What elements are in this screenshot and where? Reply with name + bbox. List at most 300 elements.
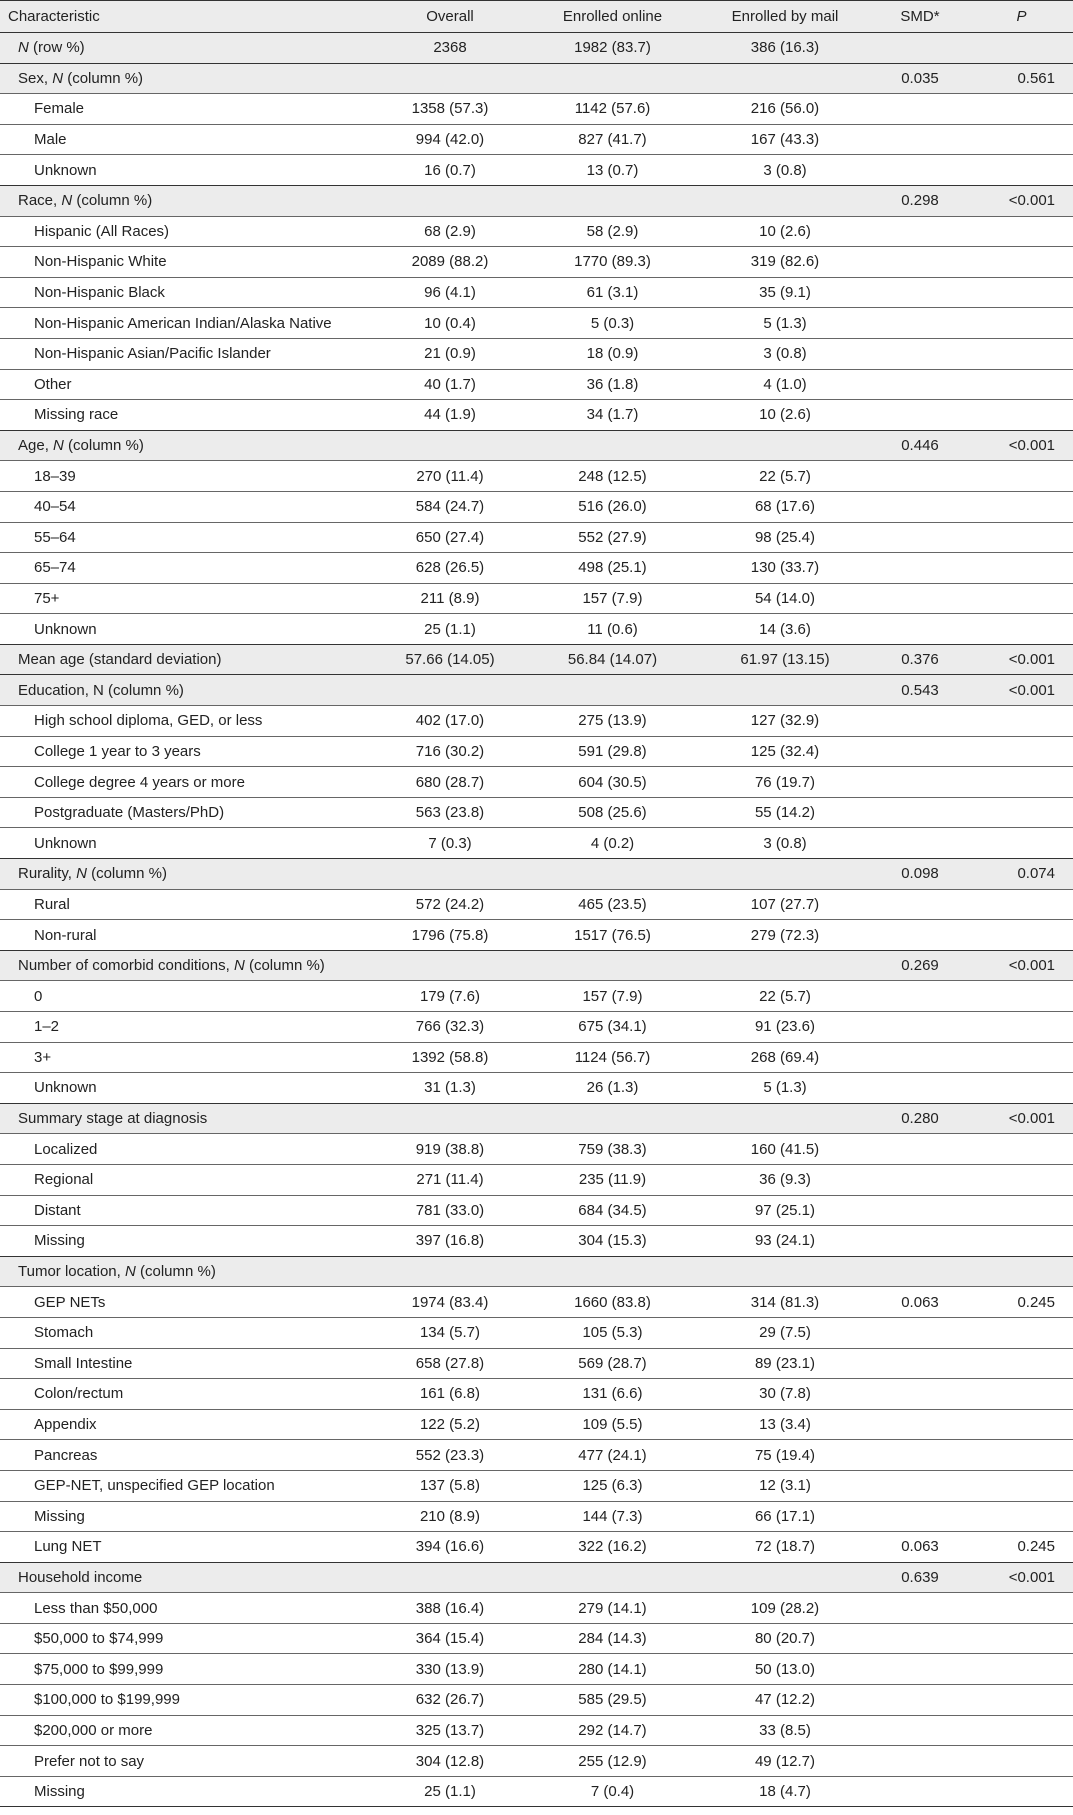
- cell-enrolled-by-mail: 167 (43.3): [700, 124, 870, 155]
- table-row: [0, 1776, 1073, 1807]
- cell-overall: 21 (0.9): [375, 338, 525, 369]
- table-row: [0, 1073, 1073, 1104]
- table-row: [0, 1470, 1073, 1501]
- cell-enrolled-online: 56.84 (14.07): [525, 644, 700, 675]
- row-label: 75+: [0, 583, 375, 614]
- table-row: [0, 1379, 1073, 1410]
- cell-p-value: [970, 277, 1073, 308]
- cell-overall: [375, 1562, 525, 1593]
- cell-enrolled-by-mail: 160 (41.5): [700, 1134, 870, 1165]
- row-label: Missing: [0, 1776, 375, 1807]
- cell-enrolled-by-mail: 319 (82.6): [700, 247, 870, 278]
- cell-p-value: [970, 1042, 1073, 1073]
- cell-p-value: 0.245: [970, 1287, 1073, 1318]
- row-label-post: (column %): [135, 1263, 216, 1281]
- cell-enrolled-online: [525, 675, 700, 706]
- cell-p-value: [970, 1256, 1073, 1287]
- row-label: Unknown: [0, 614, 375, 645]
- row-label-ital: N: [233, 957, 245, 975]
- cell-p-value: [970, 736, 1073, 767]
- cell-enrolled-by-mail: 80 (20.7): [700, 1623, 870, 1654]
- cell-enrolled-by-mail: 109 (28.2): [700, 1593, 870, 1624]
- row-label: Non-rural: [0, 920, 375, 951]
- row-label-ital: N: [76, 865, 87, 883]
- cell-enrolled-online: 144 (7.3): [525, 1501, 700, 1532]
- cell-overall: 584 (24.7): [375, 491, 525, 522]
- cell-enrolled-online: 125 (6.3): [525, 1470, 700, 1501]
- cell-smd: [870, 1317, 970, 1348]
- cell-enrolled-by-mail: 36 (9.3): [700, 1164, 870, 1195]
- row-label: Unknown: [0, 828, 375, 859]
- cell-overall: 40 (1.7): [375, 369, 525, 400]
- row-label: $50,000 to $74,999: [0, 1623, 375, 1654]
- cell-overall: 1358 (57.3): [375, 94, 525, 125]
- header-overall: Overall: [375, 1, 525, 33]
- cell-overall: 781 (33.0): [375, 1195, 525, 1226]
- cell-overall: 572 (24.2): [375, 889, 525, 920]
- cell-p-value: [970, 614, 1073, 645]
- table-row: [0, 1134, 1073, 1165]
- row-label: Distant: [0, 1195, 375, 1226]
- cell-smd: 0.298: [870, 185, 970, 216]
- table-row: [0, 1195, 1073, 1226]
- cell-smd: [870, 736, 970, 767]
- cell-enrolled-by-mail: 130 (33.7): [700, 553, 870, 584]
- cell-p-value: [970, 1226, 1073, 1257]
- cell-p-value: [970, 216, 1073, 247]
- table-section-row: [0, 644, 1073, 675]
- cell-enrolled-online: 131 (6.6): [525, 1379, 700, 1410]
- cell-overall: [375, 1103, 525, 1134]
- cell-overall: 325 (13.7): [375, 1715, 525, 1746]
- row-label-pre: Rurality,: [18, 865, 77, 883]
- cell-smd: [870, 155, 970, 186]
- cell-enrolled-by-mail: [700, 185, 870, 216]
- cell-p-value: [970, 1746, 1073, 1777]
- cell-p-value: [970, 1440, 1073, 1471]
- table-body: [0, 33, 1073, 1807]
- row-label: Missing: [0, 1501, 375, 1532]
- cell-enrolled-by-mail: [700, 950, 870, 981]
- cell-smd: [870, 1470, 970, 1501]
- row-label-pre: Tumor location,: [18, 1263, 125, 1281]
- cell-smd: [870, 889, 970, 920]
- cell-enrolled-by-mail: 49 (12.7): [700, 1746, 870, 1777]
- row-label: Missing: [0, 1226, 375, 1257]
- row-label: [0, 63, 375, 94]
- table-row: [0, 1654, 1073, 1685]
- cell-smd: [870, 1715, 970, 1746]
- cell-overall: [375, 675, 525, 706]
- table-row: [0, 1012, 1073, 1043]
- cell-enrolled-by-mail: 98 (25.4): [700, 522, 870, 553]
- cell-p-value: <0.001: [970, 644, 1073, 675]
- cell-enrolled-by-mail: 3 (0.8): [700, 828, 870, 859]
- cell-overall: 919 (38.8): [375, 1134, 525, 1165]
- table-row: [0, 797, 1073, 828]
- row-label: [0, 1562, 375, 1593]
- cell-smd: [870, 797, 970, 828]
- row-label: Unknown: [0, 1073, 375, 1104]
- cell-enrolled-online: 109 (5.5): [525, 1409, 700, 1440]
- cell-enrolled-online: 36 (1.8): [525, 369, 700, 400]
- cell-smd: 0.035: [870, 63, 970, 94]
- cell-overall: 179 (7.6): [375, 981, 525, 1012]
- row-label: Other: [0, 369, 375, 400]
- cell-p-value: [970, 767, 1073, 798]
- cell-enrolled-by-mail: 12 (3.1): [700, 1470, 870, 1501]
- cell-enrolled-by-mail: [700, 1103, 870, 1134]
- cell-enrolled-by-mail: 54 (14.0): [700, 583, 870, 614]
- table-row: [0, 308, 1073, 339]
- row-label-post: (column %): [244, 957, 325, 975]
- cell-overall: 211 (8.9): [375, 583, 525, 614]
- cell-smd: 0.098: [870, 859, 970, 890]
- cell-smd: [870, 33, 970, 64]
- table-row: [0, 1440, 1073, 1471]
- cell-enrolled-online: [525, 950, 700, 981]
- cell-p-value: <0.001: [970, 430, 1073, 461]
- cell-smd: 0.063: [870, 1287, 970, 1318]
- table-row: [0, 338, 1073, 369]
- row-label: Hispanic (All Races): [0, 216, 375, 247]
- table-row: [0, 1685, 1073, 1716]
- row-label: Prefer not to say: [0, 1746, 375, 1777]
- cell-overall: 2368: [375, 33, 525, 64]
- row-label: [0, 33, 375, 64]
- cell-enrolled-online: 235 (11.9): [525, 1164, 700, 1195]
- cell-enrolled-by-mail: 14 (3.6): [700, 614, 870, 645]
- cell-overall: 57.66 (14.05): [375, 644, 525, 675]
- cell-smd: [870, 1623, 970, 1654]
- row-label-ital: N: [53, 437, 64, 455]
- cell-overall: 304 (12.8): [375, 1746, 525, 1777]
- cell-enrolled-online: 11 (0.6): [525, 614, 700, 645]
- cell-enrolled-online: [525, 63, 700, 94]
- header-characteristic: Characteristic: [0, 1, 375, 33]
- cell-overall: 364 (15.4): [375, 1623, 525, 1654]
- cell-enrolled-online: 684 (34.5): [525, 1195, 700, 1226]
- cell-enrolled-by-mail: 3 (0.8): [700, 338, 870, 369]
- cell-p-value: [970, 461, 1073, 492]
- cell-enrolled-online: [525, 430, 700, 461]
- cell-enrolled-by-mail: 386 (16.3): [700, 33, 870, 64]
- table-section-row: [0, 675, 1073, 706]
- cell-p-value: [970, 1409, 1073, 1440]
- cell-smd: [870, 1164, 970, 1195]
- cell-enrolled-by-mail: 314 (81.3): [700, 1287, 870, 1318]
- header-enrolled-online: Enrolled online: [525, 1, 700, 33]
- cell-enrolled-by-mail: [700, 675, 870, 706]
- cell-p-value: [970, 1348, 1073, 1379]
- table-row: [0, 1409, 1073, 1440]
- cell-enrolled-online: [525, 185, 700, 216]
- table-row: [0, 94, 1073, 125]
- cell-overall: 7 (0.3): [375, 828, 525, 859]
- cell-smd: [870, 553, 970, 584]
- cell-overall: 16 (0.7): [375, 155, 525, 186]
- cell-enrolled-by-mail: 72 (18.7): [700, 1532, 870, 1563]
- row-label-post: (column %): [72, 192, 153, 210]
- table-section-row: [0, 185, 1073, 216]
- cell-enrolled-by-mail: 125 (32.4): [700, 736, 870, 767]
- cell-enrolled-online: 284 (14.3): [525, 1623, 700, 1654]
- cell-enrolled-by-mail: 216 (56.0): [700, 94, 870, 125]
- cell-enrolled-by-mail: 107 (27.7): [700, 889, 870, 920]
- cell-enrolled-by-mail: 10 (2.6): [700, 216, 870, 247]
- cell-smd: [870, 767, 970, 798]
- row-label: Non-Hispanic Black: [0, 277, 375, 308]
- row-label-ital: N: [125, 1263, 136, 1281]
- cell-enrolled-by-mail: 66 (17.1): [700, 1501, 870, 1532]
- cell-overall: 122 (5.2): [375, 1409, 525, 1440]
- cell-enrolled-online: 1517 (76.5): [525, 920, 700, 951]
- cell-smd: [870, 216, 970, 247]
- cell-p-value: [970, 1012, 1073, 1043]
- cell-enrolled-by-mail: 76 (19.7): [700, 767, 870, 798]
- cell-enrolled-by-mail: 97 (25.1): [700, 1195, 870, 1226]
- cell-overall: 271 (11.4): [375, 1164, 525, 1195]
- cell-p-value: [970, 981, 1073, 1012]
- cell-enrolled-by-mail: 268 (69.4): [700, 1042, 870, 1073]
- cell-enrolled-online: 508 (25.6): [525, 797, 700, 828]
- cell-enrolled-by-mail: 68 (17.6): [700, 491, 870, 522]
- cell-p-value: [970, 1073, 1073, 1104]
- cell-p-value: [970, 1654, 1073, 1685]
- cell-enrolled-online: 591 (29.8): [525, 736, 700, 767]
- cell-p-value: 0.074: [970, 859, 1073, 890]
- row-label: [0, 859, 375, 890]
- table-row: [0, 981, 1073, 1012]
- cell-smd: [870, 308, 970, 339]
- row-label: $75,000 to $99,999: [0, 1654, 375, 1685]
- row-label-ital: N: [61, 192, 73, 210]
- row-label: 55–64: [0, 522, 375, 553]
- row-label: Stomach: [0, 1317, 375, 1348]
- cell-overall: 1392 (58.8): [375, 1042, 525, 1073]
- table-section-row: [0, 1562, 1073, 1593]
- cell-enrolled-online: 585 (29.5): [525, 1685, 700, 1716]
- table-row: [0, 1746, 1073, 1777]
- cell-enrolled-by-mail: [700, 859, 870, 890]
- row-label: GEP NETs: [0, 1287, 375, 1318]
- row-label: College 1 year to 3 years: [0, 736, 375, 767]
- cell-smd: 0.543: [870, 675, 970, 706]
- row-label: Lung NET: [0, 1532, 375, 1563]
- row-label: Localized: [0, 1134, 375, 1165]
- cell-overall: 330 (13.9): [375, 1654, 525, 1685]
- row-label: Missing race: [0, 400, 375, 431]
- row-label-post: (column %): [63, 69, 144, 87]
- cell-enrolled-by-mail: [700, 63, 870, 94]
- cell-enrolled-online: 827 (41.7): [525, 124, 700, 155]
- table-row: [0, 155, 1073, 186]
- header-p-value: P: [970, 1, 1073, 33]
- cell-overall: 632 (26.7): [375, 1685, 525, 1716]
- table-row: [0, 1317, 1073, 1348]
- table-row: [0, 828, 1073, 859]
- cell-overall: 402 (17.0): [375, 706, 525, 737]
- cell-overall: 2089 (88.2): [375, 247, 525, 278]
- row-label: [0, 1103, 375, 1134]
- table-section-row: [0, 1256, 1073, 1287]
- cell-overall: [375, 1256, 525, 1287]
- cell-enrolled-online: 275 (13.9): [525, 706, 700, 737]
- cell-p-value: [970, 94, 1073, 125]
- cell-overall: 161 (6.8): [375, 1379, 525, 1410]
- cell-smd: [870, 124, 970, 155]
- cell-smd: [870, 706, 970, 737]
- row-label-pre: Sex,: [18, 69, 53, 87]
- table-row: [0, 767, 1073, 798]
- cell-enrolled-online: 279 (14.1): [525, 1593, 700, 1624]
- row-label-post: (column %): [63, 437, 144, 455]
- row-label: Non-Hispanic Asian/Pacific Islander: [0, 338, 375, 369]
- cell-enrolled-by-mail: 47 (12.2): [700, 1685, 870, 1716]
- row-label-pre: Mean age (standard deviation): [18, 651, 222, 669]
- row-label: $100,000 to $199,999: [0, 1685, 375, 1716]
- row-label: 65–74: [0, 553, 375, 584]
- cell-enrolled-by-mail: 13 (3.4): [700, 1409, 870, 1440]
- cell-overall: 25 (1.1): [375, 614, 525, 645]
- row-label: Small Intestine: [0, 1348, 375, 1379]
- table-row: [0, 553, 1073, 584]
- table-row: [0, 1593, 1073, 1624]
- row-label: 1–2: [0, 1012, 375, 1043]
- row-label: Rural: [0, 889, 375, 920]
- cell-overall: 44 (1.9): [375, 400, 525, 431]
- cell-smd: [870, 1379, 970, 1410]
- row-label: 0: [0, 981, 375, 1012]
- cell-enrolled-by-mail: 3 (0.8): [700, 155, 870, 186]
- cell-overall: 10 (0.4): [375, 308, 525, 339]
- cell-overall: 397 (16.8): [375, 1226, 525, 1257]
- cell-enrolled-online: [525, 1103, 700, 1134]
- cell-smd: [870, 1134, 970, 1165]
- cell-enrolled-online: 1982 (83.7): [525, 33, 700, 64]
- cell-enrolled-online: 759 (38.3): [525, 1134, 700, 1165]
- table-header-row: [0, 1, 1073, 33]
- cell-smd: [870, 1256, 970, 1287]
- row-label-post: (column %): [86, 865, 167, 883]
- cell-enrolled-online: 498 (25.1): [525, 553, 700, 584]
- cell-enrolled-by-mail: 50 (13.0): [700, 1654, 870, 1685]
- cell-enrolled-online: 157 (7.9): [525, 583, 700, 614]
- cell-smd: [870, 920, 970, 951]
- cell-overall: [375, 185, 525, 216]
- row-label: Male: [0, 124, 375, 155]
- cell-smd: [870, 1746, 970, 1777]
- cell-enrolled-by-mail: [700, 1256, 870, 1287]
- cell-p-value: [970, 308, 1073, 339]
- cell-p-value: [970, 1134, 1073, 1165]
- table-row: [0, 216, 1073, 247]
- cell-enrolled-by-mail: 29 (7.5): [700, 1317, 870, 1348]
- cell-smd: [870, 1195, 970, 1226]
- cell-enrolled-online: 552 (27.9): [525, 522, 700, 553]
- cell-p-value: [970, 706, 1073, 737]
- table-row: [0, 1042, 1073, 1073]
- cell-overall: 766 (32.3): [375, 1012, 525, 1043]
- cell-smd: [870, 1654, 970, 1685]
- cell-enrolled-online: 157 (7.9): [525, 981, 700, 1012]
- cell-smd: [870, 1073, 970, 1104]
- cell-overall: 1974 (83.4): [375, 1287, 525, 1318]
- cell-enrolled-by-mail: 5 (1.3): [700, 308, 870, 339]
- table-row: [0, 1623, 1073, 1654]
- cell-smd: [870, 522, 970, 553]
- table-row: [0, 1226, 1073, 1257]
- table-section-row: [0, 950, 1073, 981]
- cell-smd: 0.446: [870, 430, 970, 461]
- cell-p-value: [970, 338, 1073, 369]
- cell-p-value: [970, 369, 1073, 400]
- cell-enrolled-online: 322 (16.2): [525, 1532, 700, 1563]
- cell-p-value: [970, 1593, 1073, 1624]
- cell-p-value: [970, 1776, 1073, 1807]
- cell-enrolled-online: 4 (0.2): [525, 828, 700, 859]
- cell-enrolled-by-mail: 22 (5.7): [700, 981, 870, 1012]
- cell-smd: [870, 1409, 970, 1440]
- row-label: Postgraduate (Masters/PhD): [0, 797, 375, 828]
- table-row: [0, 277, 1073, 308]
- row-label: 3+: [0, 1042, 375, 1073]
- row-label: GEP-NET, unspecified GEP location: [0, 1470, 375, 1501]
- cell-enrolled-online: 58 (2.9): [525, 216, 700, 247]
- cell-smd: [870, 491, 970, 522]
- cell-overall: 628 (26.5): [375, 553, 525, 584]
- cell-enrolled-online: 569 (28.7): [525, 1348, 700, 1379]
- table-section-row: [0, 859, 1073, 890]
- row-label-pre: Age,: [18, 437, 54, 455]
- cell-smd: [870, 1042, 970, 1073]
- cell-enrolled-by-mail: 91 (23.6): [700, 1012, 870, 1043]
- cell-overall: [375, 63, 525, 94]
- cell-enrolled-online: 18 (0.9): [525, 338, 700, 369]
- cell-smd: [870, 1226, 970, 1257]
- cell-overall: 210 (8.9): [375, 1501, 525, 1532]
- table-section-row: [0, 63, 1073, 94]
- table-row: [0, 1715, 1073, 1746]
- cell-p-value: [970, 553, 1073, 584]
- cell-enrolled-online: 304 (15.3): [525, 1226, 700, 1257]
- cell-p-value: [970, 522, 1073, 553]
- cell-p-value: [970, 1317, 1073, 1348]
- cell-enrolled-by-mail: 127 (32.9): [700, 706, 870, 737]
- table-row: [0, 124, 1073, 155]
- table-row: [0, 614, 1073, 645]
- cell-p-value: [970, 1623, 1073, 1654]
- cell-smd: 0.063: [870, 1532, 970, 1563]
- table-row: [0, 1532, 1073, 1563]
- row-label: $200,000 or more: [0, 1715, 375, 1746]
- table-section-row: [0, 33, 1073, 64]
- row-label: College degree 4 years or more: [0, 767, 375, 798]
- row-label-ital: N: [18, 39, 29, 57]
- row-label: Non-Hispanic American Indian/Alaska Native: [0, 308, 375, 339]
- cell-enrolled-online: 61 (3.1): [525, 277, 700, 308]
- cell-smd: [870, 247, 970, 278]
- cell-enrolled-by-mail: 89 (23.1): [700, 1348, 870, 1379]
- cell-p-value: [970, 828, 1073, 859]
- cell-p-value: [970, 247, 1073, 278]
- cell-smd: [870, 1348, 970, 1379]
- cell-p-value: [970, 1164, 1073, 1195]
- row-label: [0, 430, 375, 461]
- cell-overall: 716 (30.2): [375, 736, 525, 767]
- row-label-post: (row %): [28, 39, 85, 57]
- row-label-pre: Household income: [18, 1568, 143, 1586]
